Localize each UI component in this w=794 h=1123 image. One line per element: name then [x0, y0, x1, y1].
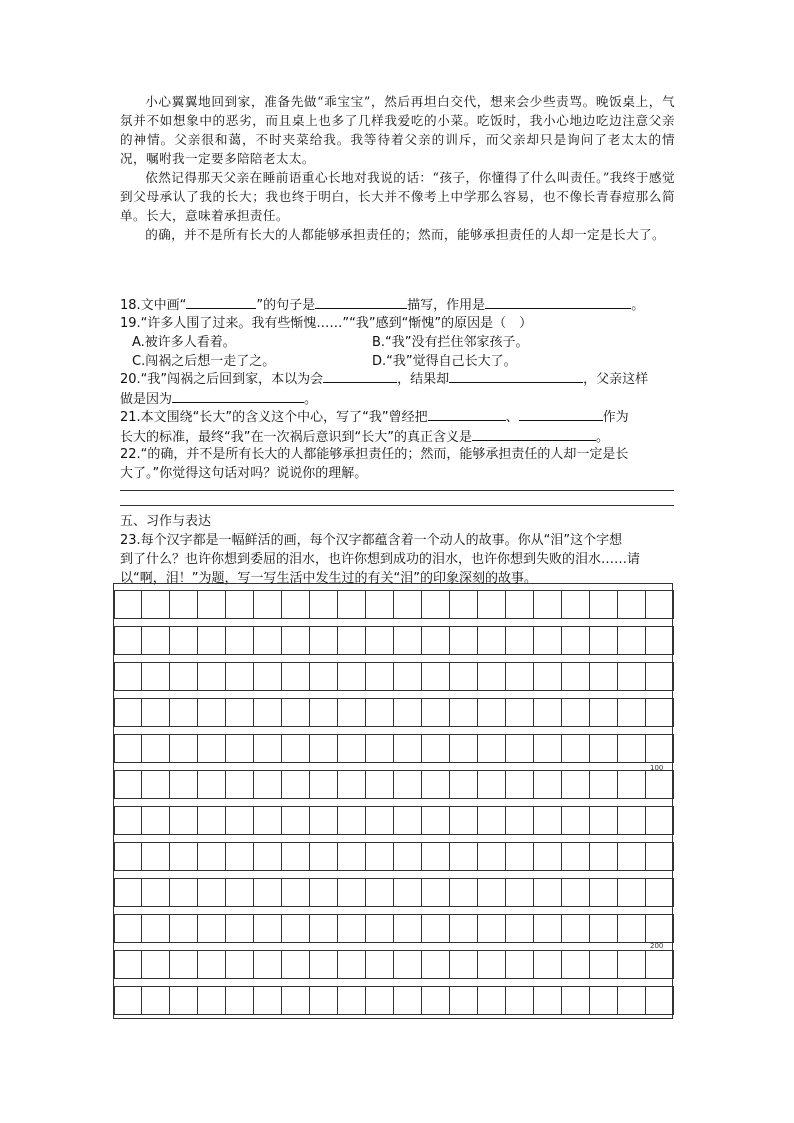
- grid-cell[interactable]: [281, 662, 310, 691]
- option-c[interactable]: C.闯祸之后想一走了之。: [132, 354, 276, 369]
- grid-cell[interactable]: [169, 626, 198, 655]
- grid-cell[interactable]: [114, 806, 142, 835]
- grid-cell[interactable]: [505, 626, 534, 655]
- word-count-marker-200: 200: [650, 942, 664, 950]
- grid-cell[interactable]: [533, 806, 562, 835]
- grid-cell[interactable]: [281, 734, 310, 763]
- grid-cell[interactable]: [253, 662, 282, 691]
- grid-cell[interactable]: [533, 950, 562, 979]
- grid-cell[interactable]: [561, 770, 590, 799]
- grid-cell[interactable]: [141, 806, 170, 835]
- grid-cell[interactable]: [477, 626, 506, 655]
- grid-cell[interactable]: [533, 842, 562, 871]
- grid-cell[interactable]: [114, 626, 142, 655]
- grid-cell[interactable]: [225, 986, 254, 1015]
- grid-cell[interactable]: [617, 986, 646, 1015]
- grid-cell[interactable]: [337, 914, 366, 943]
- grid-cell[interactable]: [421, 806, 450, 835]
- grid-cell[interactable]: [225, 842, 254, 871]
- grid-row: [114, 698, 672, 727]
- grid-cell[interactable]: [337, 662, 366, 691]
- grid-cell[interactable]: [141, 950, 170, 979]
- grid-cell[interactable]: [253, 590, 282, 619]
- grid-cell[interactable]: [225, 770, 254, 799]
- grid-cell[interactable]: [114, 950, 142, 979]
- grid-cell[interactable]: [449, 698, 478, 727]
- grid-cell[interactable]: [309, 770, 338, 799]
- grid-cell[interactable]: [477, 842, 506, 871]
- grid-cell[interactable]: [141, 842, 170, 871]
- grid-cell[interactable]: [225, 734, 254, 763]
- answer-blank[interactable]: [186, 295, 256, 309]
- grid-cell[interactable]: [393, 698, 422, 727]
- grid-cell[interactable]: [505, 662, 534, 691]
- grid-cell[interactable]: [533, 662, 562, 691]
- grid-row: [114, 986, 672, 1015]
- grid-cell[interactable]: [477, 806, 506, 835]
- answer-blank[interactable]: [428, 407, 506, 421]
- grid-cell[interactable]: [449, 914, 478, 943]
- grid-cell[interactable]: [309, 806, 338, 835]
- grid-cell[interactable]: [589, 770, 618, 799]
- grid-cell[interactable]: [169, 986, 198, 1015]
- grid-cell[interactable]: [393, 590, 422, 619]
- grid-cell[interactable]: [393, 986, 422, 1015]
- grid-cell[interactable]: [393, 914, 422, 943]
- grid-cell[interactable]: [589, 734, 618, 763]
- answer-line-1[interactable]: [120, 490, 674, 491]
- grid-cell[interactable]: [421, 590, 450, 619]
- grid-cell[interactable]: [617, 950, 646, 979]
- grid-cell[interactable]: [421, 770, 450, 799]
- grid-cell[interactable]: [421, 986, 450, 1015]
- grid-cell[interactable]: [449, 842, 478, 871]
- grid-cell[interactable]: [561, 914, 590, 943]
- option-d[interactable]: D.“我”觉得自己长大了。: [372, 354, 517, 369]
- grid-cell[interactable]: [533, 770, 562, 799]
- grid-cell[interactable]: [225, 590, 254, 619]
- question-23-prompt: 23.每个汉字都是一幅鲜活的画，每个汉字都蕴含着一个动人的故事。你从“泪”这个字想 到了什么？也许你想到委屈的泪水，也许你想到成功的泪水，也许你想到失败的泪水……请 以“啊，泪！”为题，写一写生活中发生过的有关“泪”的印象深刻的故事。: [120, 533, 641, 586]
- grid-cell[interactable]: [365, 770, 394, 799]
- grid-cell[interactable]: [281, 698, 310, 727]
- passage-paragraph-2: 依然记得那天父亲在睡前语重心长地对我说的话：“孩子，你懂得了什么叫责任。”我终于感觉到父母承认了我的长大；我也终于明白，长大并不像考上中学那么容易，也不像长青春痘那么简单。长大，意味着承担责任。: [120, 170, 675, 223]
- grid-cell[interactable]: [393, 806, 422, 835]
- grid-cell[interactable]: [561, 986, 590, 1015]
- grid-cell[interactable]: [197, 950, 226, 979]
- grid-cell[interactable]: [505, 590, 534, 619]
- grid-cell[interactable]: [141, 734, 170, 763]
- grid-cell[interactable]: [505, 698, 534, 727]
- grid-cell[interactable]: [645, 986, 674, 1015]
- grid-row: [114, 734, 672, 763]
- grid-cell[interactable]: [561, 590, 590, 619]
- grid-cell[interactable]: [114, 734, 142, 763]
- grid-cell[interactable]: [309, 878, 338, 907]
- grid-cell[interactable]: [421, 662, 450, 691]
- grid-cell[interactable]: [617, 698, 646, 727]
- grid-cell[interactable]: [645, 950, 674, 979]
- answer-blank[interactable]: [172, 389, 304, 403]
- grid-cell[interactable]: [169, 662, 198, 691]
- grid-cell[interactable]: [253, 986, 282, 1015]
- grid-cell[interactable]: [309, 698, 338, 727]
- grid-cell[interactable]: [309, 590, 338, 619]
- grid-cell[interactable]: [393, 770, 422, 799]
- grid-cell[interactable]: [281, 806, 310, 835]
- grid-cell[interactable]: [421, 914, 450, 943]
- grid-cell[interactable]: [225, 914, 254, 943]
- question-22: 22.“的确，并不是所有长大的人都能够承担责任的；然而，能够承担责任的人却一定是长 大了。”你觉得这句话对吗？说说你的理解。: [120, 447, 629, 481]
- grid-cell[interactable]: [533, 878, 562, 907]
- grid-cell[interactable]: [197, 986, 226, 1015]
- grid-cell[interactable]: [197, 662, 226, 691]
- grid-cell[interactable]: [589, 662, 618, 691]
- grid-cell[interactable]: [365, 734, 394, 763]
- grid-cell[interactable]: [449, 626, 478, 655]
- grid-cell[interactable]: [337, 770, 366, 799]
- grid-cell[interactable]: [561, 950, 590, 979]
- grid-cell[interactable]: [589, 806, 618, 835]
- grid-cell[interactable]: [645, 806, 674, 835]
- grid-cell[interactable]: [337, 878, 366, 907]
- grid-cell[interactable]: [393, 842, 422, 871]
- grid-cell[interactable]: [533, 590, 562, 619]
- grid-cell[interactable]: [561, 842, 590, 871]
- answer-blank[interactable]: [472, 427, 596, 441]
- grid-cell[interactable]: [365, 626, 394, 655]
- grid-row: [114, 842, 672, 871]
- grid-cell[interactable]: [561, 878, 590, 907]
- grid-cell[interactable]: [561, 662, 590, 691]
- grid-cell[interactable]: [281, 986, 310, 1015]
- grid-cell[interactable]: [281, 770, 310, 799]
- grid-cell[interactable]: [505, 950, 534, 979]
- grid-cell[interactable]: [393, 626, 422, 655]
- question-19: 19.“许多人围了过来。我有些惭愧……”“我”感到“惭愧”的原因是（ ）: [120, 316, 533, 331]
- grid-cell[interactable]: [337, 698, 366, 727]
- grid-cell[interactable]: [533, 914, 562, 943]
- grid-cell[interactable]: [365, 590, 394, 619]
- grid-cell[interactable]: [533, 698, 562, 727]
- grid-cell[interactable]: [449, 986, 478, 1015]
- grid-cell[interactable]: [114, 986, 142, 1015]
- grid-cell[interactable]: [617, 914, 646, 943]
- grid-cell[interactable]: [589, 950, 618, 979]
- grid-cell[interactable]: [421, 626, 450, 655]
- grid-cell[interactable]: [114, 662, 142, 691]
- question-18: 18.文中画“ ”的句子是 描写，作用是 。: [120, 295, 676, 315]
- grid-cell[interactable]: [449, 662, 478, 691]
- grid-cell[interactable]: [141, 770, 170, 799]
- grid-cell[interactable]: [114, 770, 142, 799]
- grid-cell[interactable]: [225, 878, 254, 907]
- grid-cell[interactable]: [309, 842, 338, 871]
- grid-cell[interactable]: [505, 914, 534, 943]
- grid-cell[interactable]: [365, 878, 394, 907]
- grid-cell[interactable]: [169, 806, 198, 835]
- grid-cell[interactable]: [449, 590, 478, 619]
- grid-cell[interactable]: [114, 698, 142, 727]
- grid-cell[interactable]: [365, 842, 394, 871]
- grid-cell[interactable]: [141, 986, 170, 1015]
- grid-cell[interactable]: [169, 842, 198, 871]
- grid-cell[interactable]: [225, 626, 254, 655]
- grid-cell[interactable]: [617, 626, 646, 655]
- grid-cell[interactable]: [169, 590, 198, 619]
- answer-blank[interactable]: [315, 295, 407, 309]
- grid-cell[interactable]: [197, 734, 226, 763]
- grid-cell[interactable]: [645, 698, 674, 727]
- grid-cell[interactable]: [253, 878, 282, 907]
- grid-cell[interactable]: [253, 698, 282, 727]
- grid-cell[interactable]: [505, 842, 534, 871]
- grid-cell[interactable]: [197, 914, 226, 943]
- grid-cell[interactable]: [589, 986, 618, 1015]
- grid-cell[interactable]: [169, 698, 198, 727]
- grid-cell[interactable]: [589, 842, 618, 871]
- grid-cell[interactable]: [225, 950, 254, 979]
- grid-cell[interactable]: [645, 590, 674, 619]
- grid-cell[interactable]: [505, 770, 534, 799]
- grid-cell[interactable]: [253, 950, 282, 979]
- grid-row: [114, 950, 672, 979]
- grid-cell[interactable]: [169, 734, 198, 763]
- grid-cell[interactable]: [141, 698, 170, 727]
- grid-cell[interactable]: [393, 950, 422, 979]
- grid-cell[interactable]: [393, 662, 422, 691]
- grid-cell[interactable]: [281, 626, 310, 655]
- grid-cell[interactable]: [365, 662, 394, 691]
- grid-cell[interactable]: [365, 950, 394, 979]
- grid-cell[interactable]: [197, 878, 226, 907]
- grid-cell[interactable]: [617, 842, 646, 871]
- grid-cell[interactable]: [477, 914, 506, 943]
- grid-cell[interactable]: [337, 950, 366, 979]
- grid-cell[interactable]: [197, 698, 226, 727]
- answer-line-2[interactable]: [120, 505, 674, 506]
- grid-cell[interactable]: [169, 914, 198, 943]
- grid-cell[interactable]: [561, 734, 590, 763]
- grid-cell[interactable]: [477, 878, 506, 907]
- grid-cell[interactable]: [141, 878, 170, 907]
- grid-cell[interactable]: [589, 878, 618, 907]
- grid-cell[interactable]: [477, 734, 506, 763]
- grid-cell[interactable]: [197, 626, 226, 655]
- grid-cell[interactable]: [281, 842, 310, 871]
- grid-row: [114, 878, 672, 907]
- grid-cell[interactable]: [114, 590, 142, 619]
- grid-cell[interactable]: [505, 806, 534, 835]
- grid-cell[interactable]: [589, 626, 618, 655]
- grid-row: [114, 770, 672, 799]
- grid-cell[interactable]: [253, 626, 282, 655]
- grid-cell[interactable]: [253, 842, 282, 871]
- grid-cell[interactable]: [589, 698, 618, 727]
- grid-row: [114, 626, 672, 655]
- grid-cell[interactable]: [505, 986, 534, 1015]
- question-20: 20.“我”闯祸之后回到家，本以为会 ，结果却 ，父亲这样 做是因为 。: [120, 369, 676, 409]
- grid-cell[interactable]: [309, 734, 338, 763]
- grid-cell[interactable]: [169, 950, 198, 979]
- grid-cell[interactable]: [449, 770, 478, 799]
- grid-cell[interactable]: [617, 734, 646, 763]
- grid-cell[interactable]: [421, 950, 450, 979]
- grid-cell[interactable]: [393, 734, 422, 763]
- grid-cell[interactable]: [309, 662, 338, 691]
- grid-cell[interactable]: [141, 590, 170, 619]
- grid-cell[interactable]: [365, 806, 394, 835]
- grid-cell[interactable]: [253, 734, 282, 763]
- grid-cell[interactable]: [114, 914, 142, 943]
- grid-cell[interactable]: [393, 878, 422, 907]
- answer-blank[interactable]: [485, 295, 631, 309]
- composition-grid[interactable]: [113, 583, 673, 1019]
- grid-cell[interactable]: [365, 698, 394, 727]
- grid-cell[interactable]: [114, 842, 142, 871]
- grid-cell[interactable]: [561, 626, 590, 655]
- grid-cell[interactable]: [617, 662, 646, 691]
- grid-cell[interactable]: [477, 950, 506, 979]
- grid-row: [114, 662, 672, 691]
- grid-cell[interactable]: [645, 734, 674, 763]
- grid-cell[interactable]: [309, 626, 338, 655]
- grid-cell[interactable]: [309, 914, 338, 943]
- passage-paragraph-3: 的确，并不是所有长大的人都能够承担责任的；然而，能够承担责任的人却一定是长大了。: [145, 227, 665, 242]
- word-count-marker-100: 100: [650, 764, 664, 772]
- question-21: 21.本文围绕“长大”的含义这个中心，写了“我”曾经把 、 作为 长大的标准，最终“我”在一次祸后意识到“长大”的真正含义是 。: [120, 407, 676, 447]
- grid-cell[interactable]: [225, 698, 254, 727]
- grid-cell[interactable]: [477, 698, 506, 727]
- section-title: 五、习作与表达: [120, 514, 212, 529]
- grid-cell[interactable]: [449, 806, 478, 835]
- grid-row: [114, 806, 672, 835]
- grid-cell[interactable]: [477, 986, 506, 1015]
- grid-cell[interactable]: [253, 914, 282, 943]
- grid-cell[interactable]: [449, 878, 478, 907]
- grid-cell[interactable]: [533, 986, 562, 1015]
- grid-cell[interactable]: [589, 590, 618, 619]
- grid-cell[interactable]: [533, 626, 562, 655]
- grid-cell[interactable]: [337, 806, 366, 835]
- grid-cell[interactable]: [197, 842, 226, 871]
- grid-cell[interactable]: [281, 590, 310, 619]
- question-19-options: [132, 333, 672, 371]
- grid-cell[interactable]: [449, 950, 478, 979]
- option-a[interactable]: A.被许多人看着。: [132, 335, 236, 350]
- grid-cell[interactable]: [477, 770, 506, 799]
- option-b[interactable]: B.“我”没有拦住邻家孩子。: [372, 335, 529, 350]
- grid-cell[interactable]: [645, 842, 674, 871]
- grid-cell[interactable]: [309, 950, 338, 979]
- grid-cell[interactable]: [561, 806, 590, 835]
- grid-cell[interactable]: [421, 878, 450, 907]
- grid-cell[interactable]: [421, 734, 450, 763]
- grid-cell[interactable]: [589, 914, 618, 943]
- grid-cell[interactable]: [253, 770, 282, 799]
- grid-cell[interactable]: [141, 626, 170, 655]
- passage-paragraph-1: 小心翼翼地回到家，准备先做“乖宝宝”，然后再坦白交代，想来会少些责骂。晚饭桌上，气氛并不如想象中的恶劣，而且桌上也多了几样我爱吃的小菜。吃饭时，我小心地边吃边注意父亲的神情。父亲很和蔼，不时夹菜给我。我等待着父亲的训斥，而父亲却只是询问了老太太的情况，嘱咐我一定要多陪陪老太太。: [120, 94, 675, 166]
- grid-cell[interactable]: [505, 734, 534, 763]
- grid-row: [114, 590, 672, 619]
- grid-cell[interactable]: [141, 914, 170, 943]
- grid-cell[interactable]: [421, 698, 450, 727]
- grid-row: [114, 914, 672, 943]
- grid-cell[interactable]: [337, 590, 366, 619]
- grid-cell[interactable]: [253, 806, 282, 835]
- grid-cell[interactable]: [477, 590, 506, 619]
- grid-cell[interactable]: [197, 770, 226, 799]
- grid-cell[interactable]: [337, 734, 366, 763]
- grid-cell[interactable]: [421, 842, 450, 871]
- grid-cell[interactable]: [337, 842, 366, 871]
- answer-blank[interactable]: [519, 407, 603, 421]
- grid-cell[interactable]: [197, 590, 226, 619]
- grid-cell[interactable]: [365, 914, 394, 943]
- grid-cell[interactable]: [645, 878, 674, 907]
- grid-cell[interactable]: [141, 662, 170, 691]
- grid-cell[interactable]: [337, 626, 366, 655]
- grid-cell[interactable]: [281, 950, 310, 979]
- grid-cell[interactable]: [617, 770, 646, 799]
- grid-cell[interactable]: [645, 626, 674, 655]
- grid-cell[interactable]: [645, 662, 674, 691]
- grid-cell[interactable]: [533, 734, 562, 763]
- grid-cell[interactable]: [617, 806, 646, 835]
- grid-cell[interactable]: [449, 734, 478, 763]
- grid-cell[interactable]: [365, 986, 394, 1015]
- grid-cell[interactable]: [225, 806, 254, 835]
- reading-passage: [120, 92, 675, 244]
- grid-cell[interactable]: [645, 770, 674, 799]
- answer-blank[interactable]: [449, 369, 583, 383]
- grid-cell[interactable]: [617, 590, 646, 619]
- grid-cell[interactable]: [281, 878, 310, 907]
- grid-cell[interactable]: [225, 662, 254, 691]
- grid-cell[interactable]: [309, 986, 338, 1015]
- grid-cell[interactable]: [477, 662, 506, 691]
- grid-cell[interactable]: [114, 878, 142, 907]
- grid-cell[interactable]: [561, 698, 590, 727]
- grid-cell[interactable]: [645, 914, 674, 943]
- grid-cell[interactable]: [169, 770, 198, 799]
- grid-cell[interactable]: [281, 914, 310, 943]
- grid-cell[interactable]: [505, 878, 534, 907]
- grid-cell[interactable]: [337, 986, 366, 1015]
- grid-cell[interactable]: [197, 806, 226, 835]
- grid-cell[interactable]: [169, 878, 198, 907]
- grid-cell[interactable]: [617, 878, 646, 907]
- answer-blank[interactable]: [323, 369, 397, 383]
